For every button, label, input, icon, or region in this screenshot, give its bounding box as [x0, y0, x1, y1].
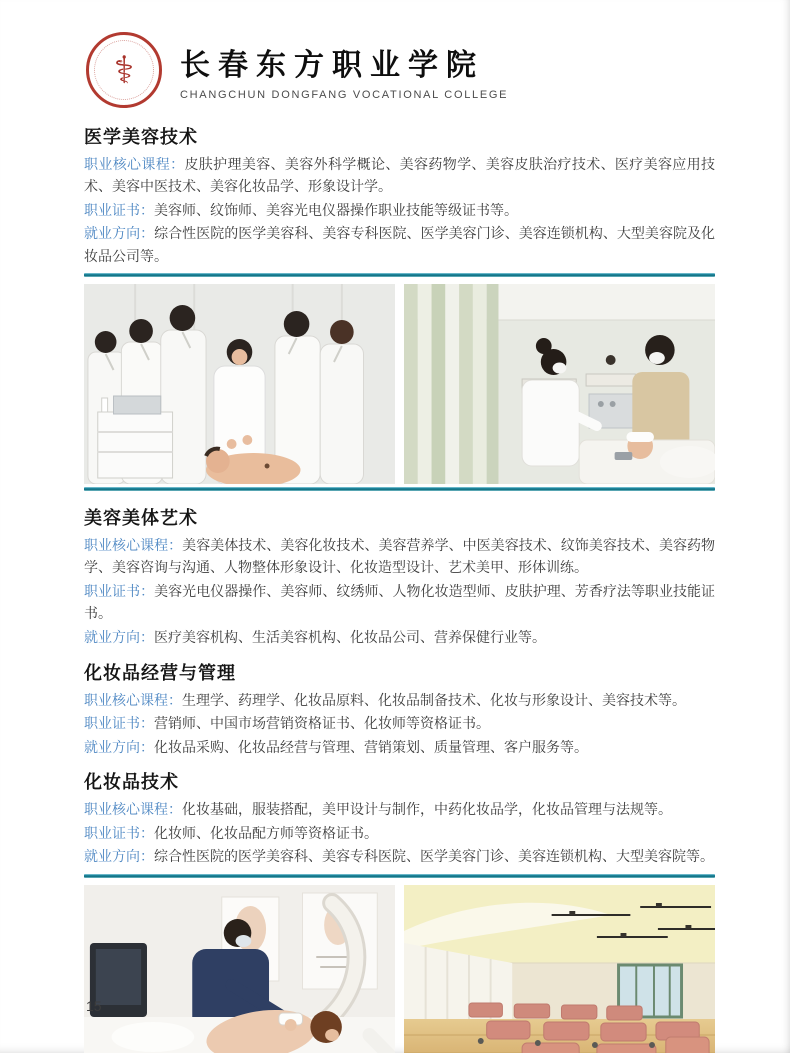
core-courses-line: [84, 689, 715, 711]
field-label: 就业方向：: [84, 738, 154, 755]
photo-row-1: [84, 284, 715, 484]
field-value: 化妆师、化妆品配方师等资格证书。: [154, 824, 378, 841]
employment-line: [84, 626, 715, 648]
certificates-line: [84, 822, 715, 844]
college-name-zh: 长春东方职业学院: [180, 47, 484, 83]
college-name-block: [180, 40, 508, 101]
core-courses-line: [84, 798, 715, 820]
training-room-scene-illustration: [404, 885, 715, 1053]
classroom-scene-illustration: [84, 284, 395, 484]
page-content: [0, 123, 790, 1053]
photo-body-treatment-demonstration: [84, 885, 395, 1053]
section-rows: [84, 798, 715, 867]
field-value: 皮肤护理美容、美容外科学概论、美容药物学、美容皮肤治疗技术、医疗美容应用技术、美容中医技术、美容化妆品学、形象设计学。: [84, 156, 716, 195]
field-value: 化妆基础，服装搭配，美甲设计与制作，中药化妆品学，化妆品管理与法规等。: [182, 801, 672, 818]
employment-line: [84, 736, 715, 758]
staff-of-asclepius-icon: ⚕: [113, 48, 135, 92]
section-cosmetics-management: [84, 659, 715, 758]
section-rows: [84, 534, 715, 648]
field-label: 职业核心课程：: [84, 801, 182, 818]
certificates-line: [84, 199, 715, 221]
section-title: 化妆品技术: [84, 772, 179, 793]
section-rows: [84, 689, 715, 758]
college-header: [0, 0, 790, 110]
section-title: 美容美体艺术: [84, 508, 198, 529]
core-courses-line: [84, 153, 715, 198]
photo-row-2: [84, 885, 715, 1053]
field-label: 职业证书：: [84, 201, 154, 218]
section-title: 化妆品经营与管理: [84, 663, 236, 684]
photo-beauty-training-room-beds: [404, 885, 715, 1053]
field-value: 化妆品采购、化妆品经营与管理、营销策划、质量管理、客户服务等。: [154, 738, 588, 755]
employment-line: [84, 845, 715, 867]
certificates-line: [84, 712, 715, 734]
field-value: 综合性医院的医学美容科、美容专科医院、医学美容门诊、美容连锁机构、大型美容院及化妆品公司等。: [84, 225, 716, 264]
field-label: 职业核心课程：: [84, 692, 182, 709]
field-value: 综合性医院的医学美容科、美容专科医院、医学美容门诊、美容连锁机构、大型美容院等。: [154, 848, 714, 865]
field-label: 职业核心课程：: [84, 537, 183, 554]
photo-medical-beauty-practice-classroom: [84, 284, 395, 484]
employment-line: [84, 222, 715, 267]
field-value: 美容美体技术、美容化妆技术、美容营养学、中医美容技术、纹饰美容技术、美容药物学、美容咨询与沟通、人物整体形象设计、化妆造型设计、艺术美甲、形体训练。: [84, 537, 716, 576]
field-label: 职业证书：: [84, 824, 154, 841]
certificates-line: [84, 580, 715, 625]
field-label: 就业方向：: [84, 628, 154, 645]
body-treatment-scene-illustration: [84, 885, 395, 1053]
field-label: 职业核心课程：: [84, 156, 185, 172]
core-courses-line: [84, 534, 715, 579]
section-rows: [84, 153, 715, 267]
treatment-room-scene-illustration: [404, 284, 715, 484]
field-value: 医疗美容机构、生活美容机构、化妆品公司、营养保健行业等。: [154, 628, 546, 645]
section-beauty-body-art: [84, 504, 715, 648]
field-value: 美容光电仪器操作、美容师、纹绣师、人物化妆造型师、皮肤护理、芳香疗法等职业技能证书。: [84, 582, 716, 622]
college-name-en: CHANGCHUN DONGFANG VOCATIONAL COLLEGE: [180, 88, 509, 101]
page-number: 15: [86, 998, 102, 1014]
field-label: 职业证书：: [84, 582, 155, 599]
field-label: 就业方向：: [84, 225, 155, 242]
section-medical-beauty-technology: [84, 123, 715, 267]
teal-divider: [84, 487, 715, 491]
photo-facial-treatment-instruction: [404, 284, 715, 484]
field-value: 营销师、中国市场营销资格证书、化妆师等资格证书。: [154, 715, 490, 732]
teal-divider: [84, 874, 715, 878]
field-value: 生理学、药理学、化妆品原料、化妆品制备技术、化妆与形象设计、美容技术等。: [182, 692, 686, 709]
field-label: 职业证书：: [84, 715, 154, 732]
field-value: 美容师、纹饰师、美容光电仪器操作职业技能等级证书等。: [154, 201, 518, 218]
field-label: 就业方向：: [84, 848, 154, 865]
section-cosmetics-technology: [84, 768, 715, 867]
college-logo-seal: [86, 32, 162, 108]
section-title: 医学美容技术: [84, 127, 198, 147]
teal-divider: [84, 273, 715, 277]
